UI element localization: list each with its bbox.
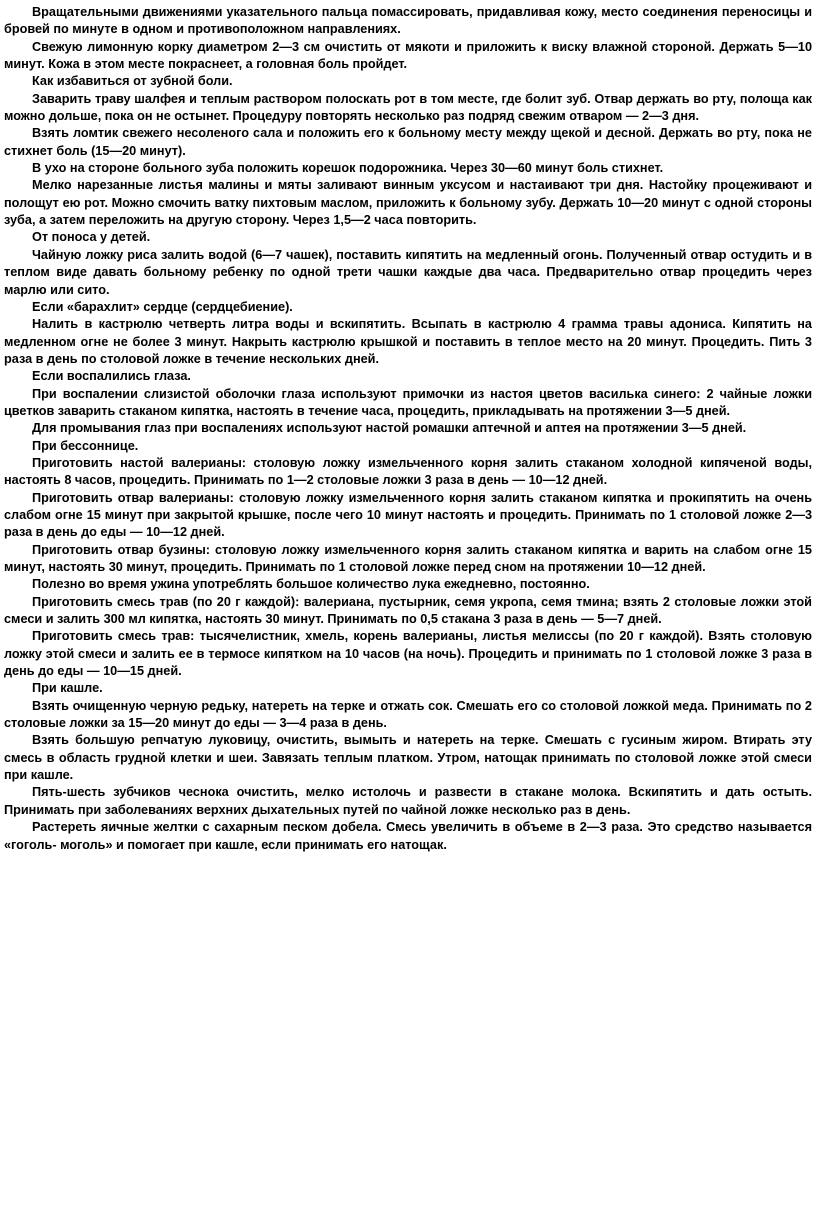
- section-heading: При кашле.: [32, 681, 103, 696]
- section-heading: Если воспалились глаза.: [32, 369, 191, 384]
- paragraph: Мелко нарезанные листья малины и мяты заливают винным уксусом и настаивают три дня. Настойку процеживают и полощут ею рот. Можно смочить ватку пихтовым маслом, приложить к больному зубу. Держать 10—20 минут с одной стороны зуба, а затем переложить на другую сторону. Через 1,5—2 часа повторить.: [4, 178, 812, 228]
- section-heading: Как избавиться от зубной боли.: [32, 74, 233, 89]
- paragraph: При воспалении слизистой оболочки глаза используют примочки из настоя цветов василька синего: 2 чайные ложки цветков заварить стаканом кипятка, настоять в течение часа, процедить, прикладывать на протяжении 3—5 дней.: [4, 386, 812, 418]
- paragraph: Чайную ложку риса залить водой (6—7 чашек), поставить кипятить на медленный огонь. Полученный отвар остудить и в теплом виде давать больному ребенку по одной трети чашки каждые два часа. Предварительно отвар процедить через марлю или сито.: [4, 247, 812, 297]
- paragraph: Свежую лимонную корку диаметром 2—3 см очистить от мякоти и приложить к виску влажной стороной. Держать 5—10 минут. Кожа в этом месте покраснеет, а головная боль пройдет.: [4, 39, 812, 72]
- paragraph: Взять очищенную черную редьку, натереть на терке и отжать сок. Смешать его со столовой ложкой меда. Принимать по 2 столовые ложки за 15—20 минут до еды — 3—4 раза в день.: [4, 698, 812, 731]
- paragraph: Заварить траву шалфея и теплым раствором полоскать рот в том месте, где болит зуб. Отвар держать во рту, полоща как можно дольше, пока он не остынет. Процедуру повторять несколько раз подряд свежим отваром — 2—3 дня.: [4, 91, 812, 124]
- paragraph: Полезно во время ужина употреблять большое количество лука ежедневно, постоянно.: [32, 577, 590, 592]
- paragraph: Растереть яичные желтки с сахарным песком добела. Смесь увеличить в объеме в 2—3 раза. Это средство называется «гоголь- моголь» и помогает при кашле, если принимать его натощак.: [4, 820, 812, 852]
- paragraph: Приготовить смесь трав (по 20 г каждой): валериана, пустырник, семя укропа, семя тмина; взять 2 столовые ложки этой смеси и залить 300 мл кипятка, настоять 30 минут. Принимать по 0,5 стакана 3 раза в день — 5—7 дней.: [4, 594, 812, 627]
- paragraph: Приготовить смесь трав: тысячелистник, хмель, корень валерианы, листья мелиссы (по 20 г каждой). Взять столовую ложку этой смеси и залить ее в термосе кипятком на 10 часов (на ночь). Процедить и принимать по 1 столовой ложке 3 раза в день до еды — 10—15 дней.: [4, 629, 812, 679]
- section-heading: При бессоннице.: [32, 438, 139, 453]
- paragraph: В ухо на стороне больного зуба положить корешок подорожника. Через 30—60 минут боль стихнет.: [32, 161, 664, 176]
- section-heading: Если «барахлит» сердце (сердцебиение).: [32, 299, 293, 314]
- paragraph: Взять ломтик свежего несоленого сала и положить его к больному месту между щекой и десной. Держать во рту, пока не стихнет боль (15—20 минут).: [4, 126, 812, 158]
- paragraph: Пять-шесть зубчиков чеснока очистить, мелко истолочь и развести в стакане молока. Вскипятить и дать остыть. Принимать при заболеваниях верхних дыхательных путей по чайной ложке несколько раз в день.: [4, 785, 812, 817]
- paragraph: Приготовить отвар валерианы: столовую ложку измельченного корня залить стаканом кипятка и прокипятить на очень слабом огне 15 минут при закрытой крышке, после чего 10 минут настоять и процедить. Принимать по 1 столовой ложке 2—3 раза в день до еды — 10—12 дней.: [4, 490, 812, 540]
- paragraph: Взять большую репчатую луковицу, очистить, вымыть и натереть на терке. Смешать с гусиным жиром. Втирать эту смесь в область грудной клетки и шеи. Завязать теплым платком. Утром, натощак принимать по столовой ложке этой смеси при кашле.: [4, 733, 812, 783]
- paragraph: Для промывания глаз при воспалениях используют настой ромашки аптечной и аптея на протяжении 3—5 дней.: [32, 421, 747, 436]
- paragraph: Приготовить отвар бузины: столовую ложку измельченного корня залить стаканом кипятка и варить на слабом огне 15 минут, настоять 30 минут, процедить. Принимать по 1 столовой ложке перед сном на протяжении 10—12 дней.: [4, 542, 812, 574]
- paragraph: Налить в кастрюлю четверть литра воды и вскипятить. Всыпать в кастрюлю 4 грамма травы адониса. Кипятить на медленном огне не более 3 минут. Накрыть кастрюлю крышкой и поставить в теплое место на 20 минут. Процедить. Пить 3 раза в день по столовой ложке в течение нескольких дней.: [4, 317, 812, 366]
- section-heading: От поноса у детей.: [32, 230, 151, 245]
- paragraph: Вращательными движениями указательного пальца помассировать, придавливая кожу, место соединения переносицы и бровей по минуте в одном и противоположном направлениях.: [4, 5, 812, 37]
- paragraph: Приготовить настой валерианы: столовую ложку измельченного корня залить стаканом холодной кипяченой воды, настоять 8 часов, процедить. Принимать по 1—2 столовые ложки 3 раза в день — 10—12 дней.: [4, 455, 812, 488]
